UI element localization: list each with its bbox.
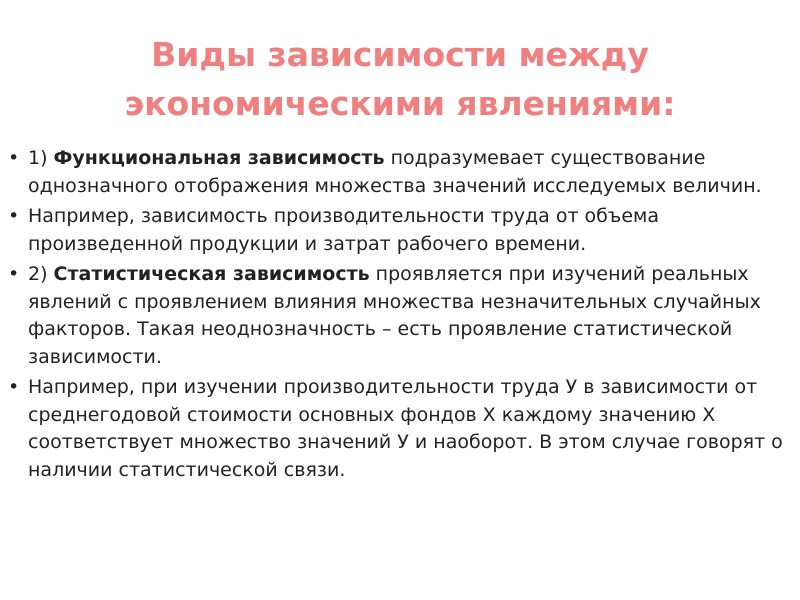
bullet-dot-icon: • <box>8 376 20 398</box>
bullet-item-statistical <box>8 261 793 371</box>
bullet-body: Например, зависимость производительности труда от объема произведенной продукции и затрат рабочего времени. <box>28 205 659 255</box>
bullet-item-functional <box>8 145 793 200</box>
bullet-text <box>28 147 762 197</box>
bullet-prefix: 2) <box>28 263 54 285</box>
bullet-text <box>28 205 659 255</box>
slide-title-line-2: экономическими явлениями: <box>124 84 676 123</box>
bullet-term: Функциональная зависимость <box>53 147 385 169</box>
bullet-dot-icon: • <box>8 147 20 169</box>
bullet-list <box>8 145 793 487</box>
bullet-item-functional-example <box>8 203 793 258</box>
bullet-text <box>28 376 783 481</box>
bullet-dot-icon: • <box>8 205 20 227</box>
bullet-body: подразумевает существование однозначного отображения множества значений исследуемых величин. <box>28 147 762 197</box>
bullet-item-statistical-example <box>8 374 793 484</box>
bullet-body: проявляется при изучений реальных явлений с проявлением влияния множества незначительных случайных факторов. Такая неоднозначность – есть проявление статистической зависимости. <box>28 263 761 368</box>
bullet-dot-icon: • <box>8 263 20 285</box>
slide-title-line-1: Виды зависимости между <box>151 35 649 74</box>
bullet-prefix: 1) <box>28 147 54 169</box>
slide-title <box>0 30 800 128</box>
bullet-text <box>28 263 761 368</box>
bullet-term: Статистическая зависимость <box>53 263 370 285</box>
bullet-body: Например, при изучении производительности труда У в зависимости от среднегодовой стоимости основных фондов Х каждому значению Х соответствует множество значений У и наоборот. В этом случае говорят о наличии статистической связи. <box>28 376 783 481</box>
